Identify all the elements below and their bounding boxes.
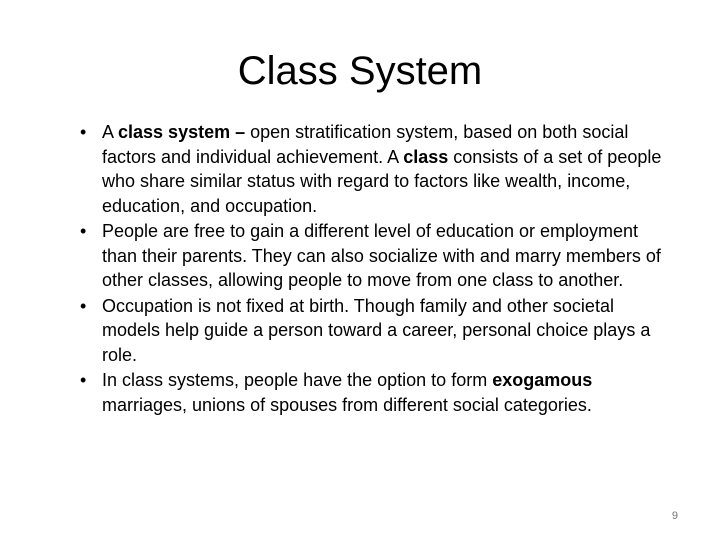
bullet-text-plain: People are free to gain a different level of education or employment than their parents. They can also socialize with and marry members of other classes, allowing people to move from one class to another. [102, 221, 661, 290]
bullet-item [76, 120, 676, 218]
slide-title: Class System [237, 49, 483, 93]
bullet-item [76, 219, 676, 293]
bullet-icon: • [80, 221, 87, 241]
bullet-list [76, 120, 676, 417]
bullet-text-bold: class system – [118, 122, 246, 142]
bullet-text-plain: marriages, unions of spouses from different social categories. [102, 394, 592, 415]
bullet-item [76, 294, 676, 368]
page-number: 9 [671, 510, 678, 522]
bullet-text-bold: exogamous [492, 370, 593, 390]
bullet-text-plain: open stratification system, based on both social factors and individual achievement. A [102, 122, 629, 167]
bullet-item [76, 368, 676, 417]
bullet-text-bold: class [403, 146, 449, 167]
bullet-icon: • [80, 122, 87, 142]
bullet-text-plain: Occupation is not fixed at birth. Though family and other societal models help guide a person toward a career, personal choice plays a role. [102, 295, 651, 365]
bullet-icon: • [80, 295, 87, 316]
bullet-text-plain: A [102, 122, 119, 142]
bullet-icon: • [80, 370, 87, 390]
bullet-text-plain: In class systems, people have the option to form [102, 370, 493, 390]
bullet-text-plain: consists of a set of people who share similar status with regard to factors like wealth, income, education, and occupation. [102, 146, 662, 216]
